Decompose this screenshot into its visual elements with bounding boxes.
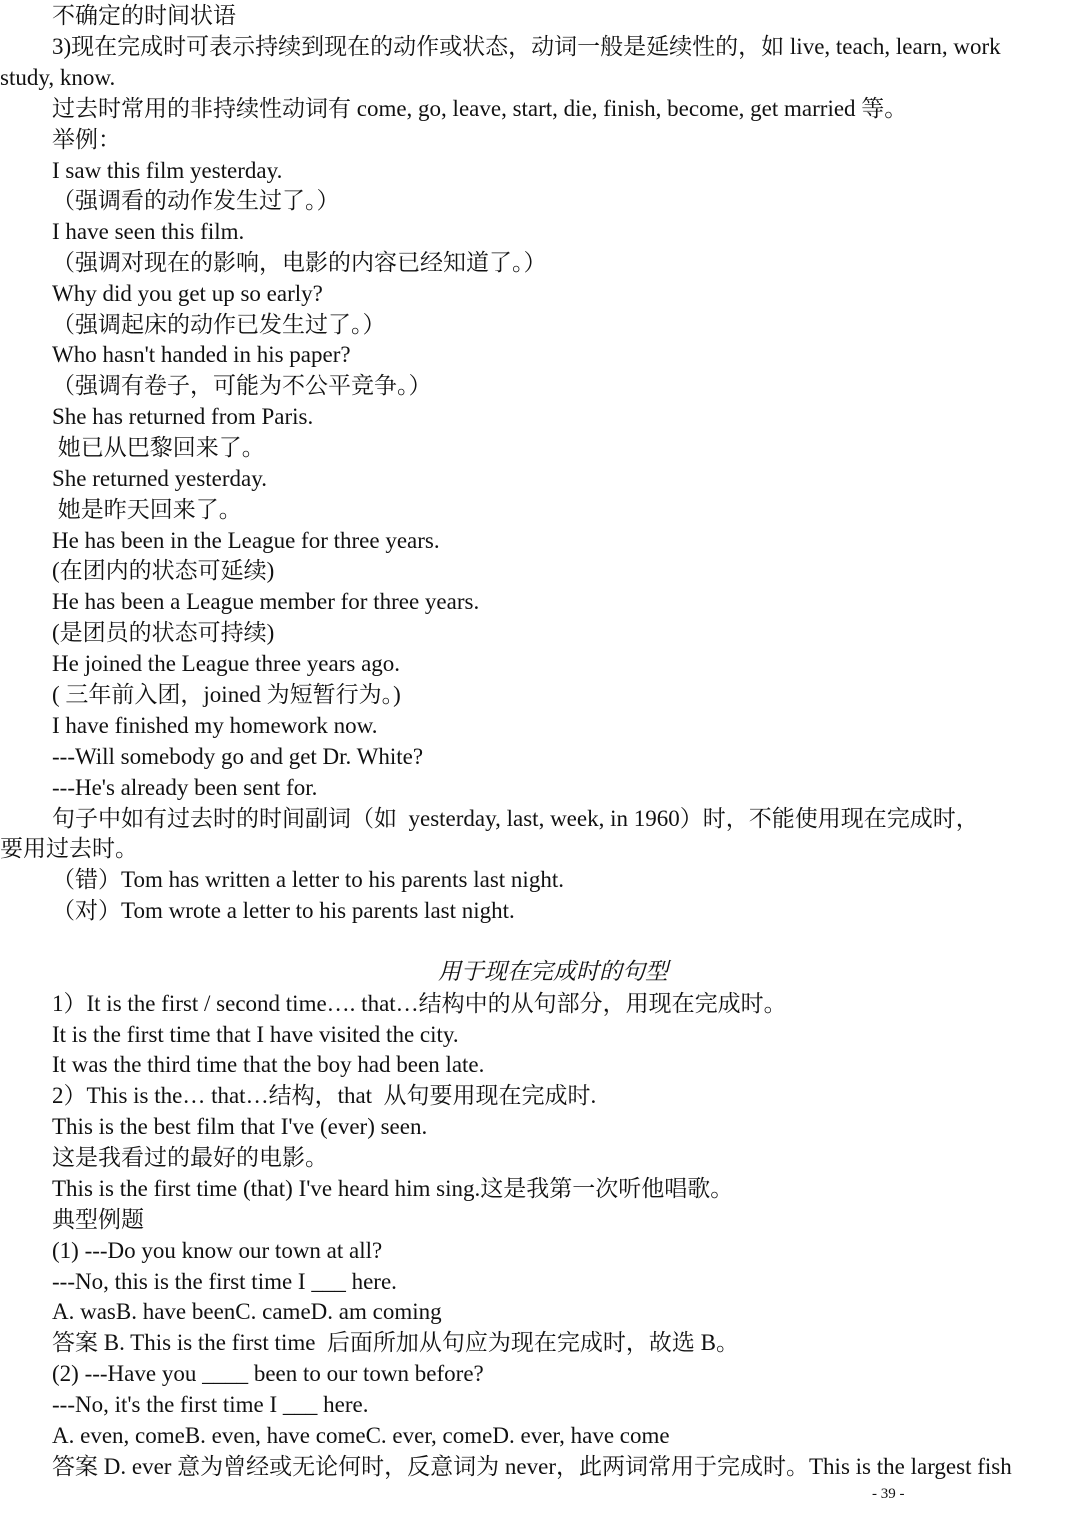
text-line: 要用过去时。	[0, 836, 138, 861]
text-line: This is the best film that I've (ever) seen.	[52, 1114, 428, 1139]
text-line: Why did you get up so early?	[52, 281, 323, 306]
text-line: ---No, it's the first time I ___ here.	[52, 1392, 369, 1417]
text-line: 不确定的时间状语	[52, 3, 236, 28]
text-line: She has returned from Paris.	[52, 404, 314, 429]
text-line: (是团员的状态可持续)	[52, 620, 275, 645]
text-line: 1）It is the first / second time…. that…结构中的从句部分，用现在完成时。	[52, 991, 787, 1016]
text-line: 答案 D. ever 意为曾经或无论何时，反意词为 never，此两词常用于完成时。This is the largest fish	[52, 1454, 1012, 1479]
text-line: (1) ---Do you know our town at all?	[52, 1238, 383, 1263]
text-line: ---No, this is the first time I ___ here.	[52, 1269, 397, 1294]
text-line: 句子中如有过去时的时间副词（如 yesterday, last, week, in 1960）时，不能使用现在完成时，	[52, 806, 979, 831]
text-line: Who hasn't handed in his paper?	[52, 342, 351, 367]
text-line: A. wasB. have beenC. cameD. am coming	[52, 1299, 442, 1324]
text-line: This is the first time (that) I've heard him sing.这是我第一次听他唱歌。	[52, 1176, 734, 1201]
text-line: I have finished my homework now.	[52, 713, 378, 738]
text-line: It is the first time that I have visited the city.	[52, 1022, 459, 1047]
text-line: I have seen this film.	[52, 219, 245, 244]
text-line: He has been in the League for three years.	[52, 528, 440, 553]
text-line: She returned yesterday.	[52, 466, 268, 491]
text-line: （强调起床的动作已发生过了。）	[52, 312, 386, 337]
text-line: study, know.	[0, 65, 116, 90]
text-line: 典型例题	[52, 1207, 144, 1232]
text-line: ( 三年前入团，joined 为短暂行为。)	[52, 682, 401, 707]
text-line: 她已从巴黎回来了。	[52, 435, 265, 460]
text-line: He has been a League member for three years.	[52, 589, 480, 614]
page-number: - 39 -	[872, 1486, 905, 1502]
text-line: It was the third time that the boy had been late.	[52, 1052, 485, 1077]
text-line: 她是昨天回来了。	[52, 497, 242, 522]
text-line: A. even, comeB. even, have comeC. ever, comeD. ever, have come	[52, 1423, 670, 1448]
text-line: 答案 B. This is the first time 后面所加从句应为现在完成时，故选 B。	[52, 1330, 740, 1355]
text-line: （强调有卷子，可能为不公平竞争。）	[52, 373, 432, 398]
text-line: （强调对现在的影响，电影的内容已经知道了。）	[52, 250, 547, 275]
text-line: He joined the League three years ago.	[52, 651, 401, 676]
text-line: 这是我看过的最好的电影。	[52, 1145, 328, 1170]
text-line: 举例：	[52, 127, 121, 152]
text-line: ---He's already been sent for.	[52, 775, 318, 800]
text-line: (在团内的状态可延续)	[52, 558, 275, 583]
text-line: 过去时常用的非持续性动词有 come, go, leave, start, die, finish, become, get married 等。	[52, 96, 908, 121]
text-line: ---Will somebody go and get Dr. White?	[52, 744, 424, 769]
text-line: 3)现在完成时可表示持续到现在的动作或状态，动词一般是延续性的，如 live, teach, learn, work	[52, 34, 1001, 59]
text-line: （强调看的动作发生过了。）	[52, 188, 340, 213]
text-line: （错）Tom has written a letter to his parents last night.	[52, 867, 564, 892]
text-line: I saw this film yesterday.	[52, 158, 283, 183]
text-line: （对）Tom wrote a letter to his parents last night.	[52, 898, 515, 923]
text-line: 2）This is the… that…结构，that 从句要用现在完成时.	[52, 1083, 597, 1108]
text-line: (2) ---Have you ____ been to our town before?	[52, 1361, 484, 1386]
section-heading: 用于现在完成时的句型	[438, 959, 668, 984]
